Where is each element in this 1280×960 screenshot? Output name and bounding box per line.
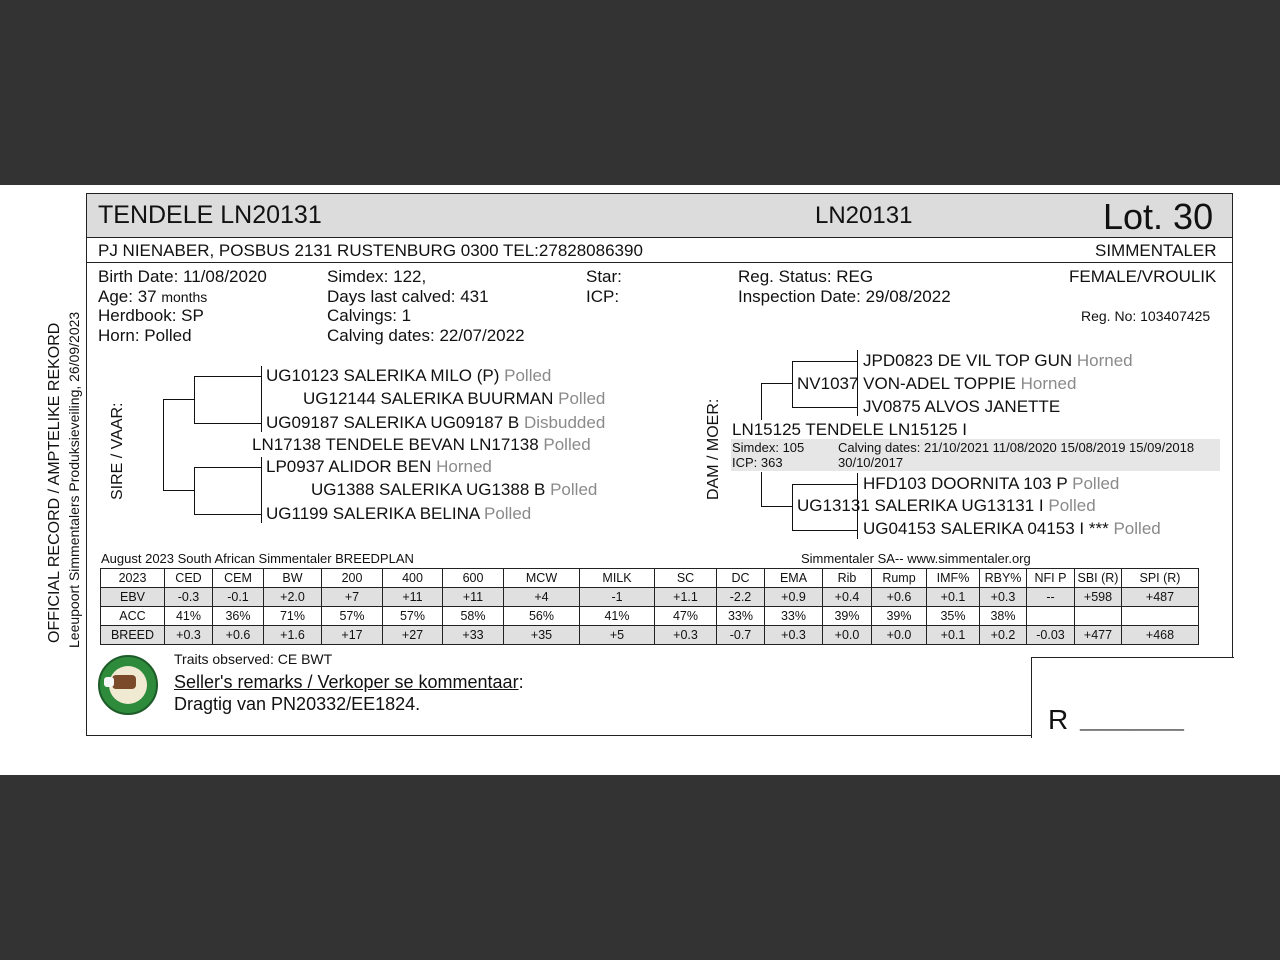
dam-name: LN15125 TENDELE LN15125 I bbox=[732, 420, 968, 439]
table-cell: 38% bbox=[980, 607, 1027, 626]
table-cell: +0.2 bbox=[980, 626, 1027, 645]
price-blank[interactable]: ___________ bbox=[1080, 712, 1185, 731]
table-cell: +0.3 bbox=[765, 626, 823, 645]
table-cell: 58% bbox=[443, 607, 504, 626]
table-cell: +35 bbox=[504, 626, 580, 645]
table-cell: 41% bbox=[580, 607, 655, 626]
table-cell: +0.9 bbox=[765, 588, 823, 607]
table-cell: 2023 bbox=[101, 569, 165, 588]
sire-gg-sire-1: UG12144 SALERIKA BUURMAN Polled bbox=[303, 389, 606, 408]
star: Star: bbox=[586, 267, 622, 286]
table-cell: +0.3 bbox=[980, 588, 1027, 607]
table-cell: -2.2 bbox=[717, 588, 765, 607]
breedplan-website: Simmentaler SA-- www.simmentaler.org bbox=[801, 551, 1031, 566]
table-cell: +0.4 bbox=[823, 588, 872, 607]
table-cell: 41% bbox=[165, 607, 213, 626]
table-cell: +598 bbox=[1075, 588, 1122, 607]
dam-grandsire: NV1037 VON-ADEL TOPPIE Horned bbox=[797, 374, 1077, 393]
dam-granddam: UG13131 SALERIKA UG13131 I Polled bbox=[797, 496, 1096, 515]
table-cell: Rib bbox=[823, 569, 872, 588]
simmentaler-sa-logo bbox=[98, 655, 158, 715]
breed-label: SIMMENTALER bbox=[1095, 241, 1217, 260]
dam-simdex: Simdex: 105 bbox=[732, 440, 805, 455]
table-cell: ACC bbox=[101, 607, 165, 626]
seller-remarks-text: Dragtig van PN20332/EE1824. bbox=[174, 694, 421, 714]
table-cell: +33 bbox=[443, 626, 504, 645]
simdex: Simdex: 122, bbox=[327, 267, 427, 286]
dam-calving-dates-cont: 30/10/2017 bbox=[838, 455, 904, 470]
table-cell: -0.1 bbox=[213, 588, 264, 607]
table-cell: 200 bbox=[322, 569, 383, 588]
table-cell: RBY% bbox=[980, 569, 1027, 588]
sire-name: LN17138 TENDELE BEVAN LN17138 Polled bbox=[252, 435, 591, 454]
table-cell: +0.1 bbox=[927, 588, 980, 607]
table-cell: 71% bbox=[264, 607, 322, 626]
traits-observed: Traits observed: CE BWT bbox=[174, 651, 333, 667]
table-cell: +477 bbox=[1075, 626, 1122, 645]
table-cell: +7 bbox=[322, 588, 383, 607]
breedplan-table bbox=[100, 568, 1199, 645]
table-cell: -- bbox=[1027, 588, 1075, 607]
table-cell: CED bbox=[165, 569, 213, 588]
table-cell: CEM bbox=[213, 569, 264, 588]
sex: FEMALE/VROULIK bbox=[1069, 267, 1217, 286]
table-cell: SC bbox=[655, 569, 717, 588]
horn-status: Horn: Polled bbox=[98, 326, 192, 345]
table-cell: 57% bbox=[383, 607, 443, 626]
dam-label: DAM / MOER: bbox=[705, 398, 722, 500]
animal-name: TENDELE LN20131 bbox=[98, 201, 322, 229]
inspection-date: Inspection Date: 29/08/2022 bbox=[738, 287, 951, 306]
age: Age: 37 months bbox=[98, 287, 208, 306]
table-cell: BW bbox=[264, 569, 322, 588]
table-cell: 33% bbox=[765, 607, 823, 626]
table-cell: 400 bbox=[383, 569, 443, 588]
table-cell: +11 bbox=[443, 588, 504, 607]
table-cell: +0.3 bbox=[165, 626, 213, 645]
table-cell: 39% bbox=[872, 607, 927, 626]
owner-details: PJ NIENABER, POSBUS 2131 RUSTENBURG 0300 TEL:27828086390 bbox=[98, 241, 643, 260]
table-cell: -0.7 bbox=[717, 626, 765, 645]
sire-granddam: LP0937 ALIDOR BEN Horned bbox=[266, 457, 492, 476]
table-cell: Rump bbox=[872, 569, 927, 588]
breedplan-title: August 2023 South African Simmentaler BREEDPLAN bbox=[101, 551, 414, 566]
price-currency: R bbox=[1048, 704, 1069, 735]
table-cell: EBV bbox=[101, 588, 165, 607]
lot-number: Lot. 30 bbox=[1103, 196, 1214, 237]
birth-date: Birth Date: 11/08/2020 bbox=[98, 267, 267, 286]
table-cell: +5 bbox=[580, 626, 655, 645]
table-cell: NFI P bbox=[1027, 569, 1075, 588]
table-cell: 57% bbox=[322, 607, 383, 626]
table-cell: DC bbox=[717, 569, 765, 588]
table-cell: +0.0 bbox=[872, 626, 927, 645]
table-cell bbox=[1122, 607, 1199, 626]
table-cell: +27 bbox=[383, 626, 443, 645]
table-cell: +0.3 bbox=[655, 626, 717, 645]
table-cell: -0.03 bbox=[1027, 626, 1075, 645]
table-cell: MCW bbox=[504, 569, 580, 588]
days-last-calved: Days last calved: 431 bbox=[327, 287, 489, 306]
table-cell: 47% bbox=[655, 607, 717, 626]
table-cell: 35% bbox=[927, 607, 980, 626]
dam-gg-dam-1: JV0875 ALVOS JANETTE bbox=[863, 397, 1061, 416]
table-cell: SPI (R) bbox=[1122, 569, 1199, 588]
dam-icp: ICP: 363 bbox=[732, 455, 783, 470]
breedplan-row bbox=[101, 607, 1199, 626]
official-record-label: OFFICIAL RECORD / AMPTELIKE REKORD bbox=[46, 322, 63, 643]
table-cell: +17 bbox=[322, 626, 383, 645]
seller-remarks-heading: Seller's remarks / Verkoper se kommentaar: bbox=[174, 672, 524, 692]
dam-gg-sire-2: HFD103 DOORNITA 103 P Polled bbox=[863, 474, 1120, 493]
table-cell: MILK bbox=[580, 569, 655, 588]
table-cell: +0.6 bbox=[872, 588, 927, 607]
table-cell: IMF% bbox=[927, 569, 980, 588]
table-cell: +487 bbox=[1122, 588, 1199, 607]
table-cell: -0.3 bbox=[165, 588, 213, 607]
table-cell: +0.1 bbox=[927, 626, 980, 645]
breedplan-row bbox=[101, 588, 1199, 607]
breedplan-row bbox=[101, 626, 1199, 645]
table-cell: SBI (R) bbox=[1075, 569, 1122, 588]
table-cell: +1.1 bbox=[655, 588, 717, 607]
sire-grandsire: UG10123 SALERIKA MILO (P) Polled bbox=[266, 366, 552, 385]
table-cell bbox=[1027, 607, 1075, 626]
sire-gg-dam-2: UG1199 SALERIKA BELINA Polled bbox=[266, 504, 532, 523]
dam-gg-sire-1: JPD0823 DE VIL TOP GUN Horned bbox=[863, 351, 1133, 370]
table-cell: +468 bbox=[1122, 626, 1199, 645]
animal-id: LN20131 bbox=[815, 202, 913, 229]
icp: ICP: bbox=[586, 287, 620, 306]
sire-gg-sire-2: UG1388 SALERIKA UG1388 B Polled bbox=[311, 480, 598, 499]
sire-gg-dam-1: UG09187 SALERIKA UG09187 B Disbudded bbox=[266, 413, 606, 432]
breedplan-header-row bbox=[101, 569, 1199, 588]
reg-status: Reg. Status: REG bbox=[738, 267, 874, 286]
table-cell: +0.6 bbox=[213, 626, 264, 645]
table-cell: +4 bbox=[504, 588, 580, 607]
herdbook: Herdbook: SP bbox=[98, 306, 204, 325]
table-cell: 33% bbox=[717, 607, 765, 626]
table-cell: 36% bbox=[213, 607, 264, 626]
table-cell: +11 bbox=[383, 588, 443, 607]
table-cell: BREED bbox=[101, 626, 165, 645]
table-cell: +1.6 bbox=[264, 626, 322, 645]
dam-gg-dam-2: UG04153 SALERIKA 04153 I *** Polled bbox=[863, 519, 1161, 538]
table-cell: EMA bbox=[765, 569, 823, 588]
reg-number: Reg. No: 103407425 bbox=[1081, 308, 1211, 324]
dam-calving-dates: Calving dates: 21/10/2021 11/08/2020 15/08/2019 15/09/2018 bbox=[838, 440, 1195, 455]
table-cell bbox=[1075, 607, 1122, 626]
table-cell: 600 bbox=[443, 569, 504, 588]
table-cell: 56% bbox=[504, 607, 580, 626]
sale-event-label: Leeupoort Simmentalers Produksieveiling, 26/09/2023 bbox=[66, 311, 82, 648]
calving-dates: Calving dates: 22/07/2022 bbox=[327, 326, 525, 345]
table-cell: +0.0 bbox=[823, 626, 872, 645]
sire-bracket bbox=[163, 399, 164, 490]
calvings: Calvings: 1 bbox=[327, 306, 412, 325]
sire-label: SIRE / VAAR: bbox=[109, 402, 126, 500]
table-cell: -1 bbox=[580, 588, 655, 607]
table-cell: +2.0 bbox=[264, 588, 322, 607]
table-cell: 39% bbox=[823, 607, 872, 626]
